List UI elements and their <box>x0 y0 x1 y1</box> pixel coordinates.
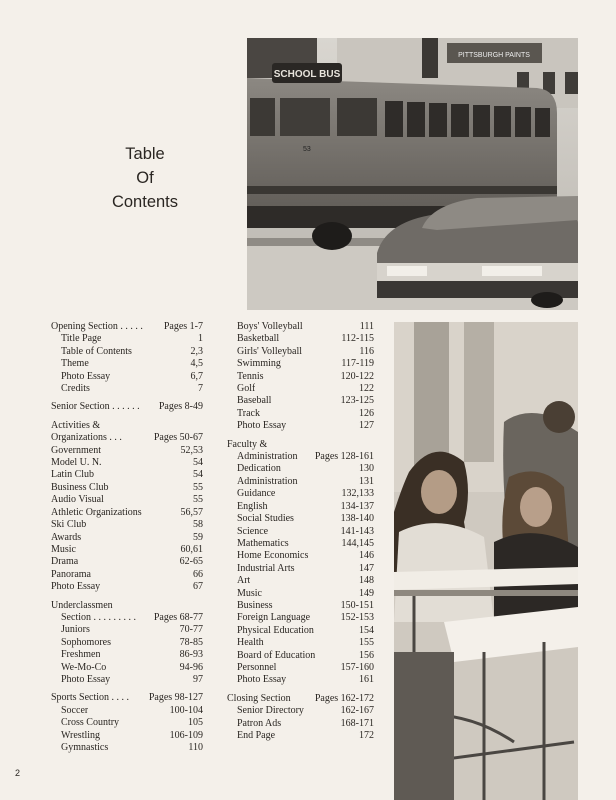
toc-section <box>51 420 203 594</box>
toc-section-heading <box>51 600 203 612</box>
toc-entry <box>227 730 374 742</box>
toc-entry-pages: 168-171 <box>340 717 374 729</box>
bus-sign: SCHOOL BUS <box>273 69 341 80</box>
toc-entry <box>227 321 374 333</box>
toc-heading-label: Organizations . . . <box>51 432 122 444</box>
toc-entry-label: Photo Essay <box>61 370 111 382</box>
toc-heading-label: Activities & <box>51 419 101 431</box>
toc-entry-pages: 123-125 <box>340 395 374 407</box>
toc-entry <box>51 346 203 358</box>
toc-entry-label: Title Page <box>61 333 102 345</box>
toc-entry-pages: 67 <box>193 581 203 593</box>
toc-entry-label: Dedication <box>237 463 281 475</box>
toc-entry-pages: 131 <box>359 475 374 487</box>
toc-entry-label: Home Economics <box>237 550 309 562</box>
toc-entry <box>51 333 203 345</box>
toc-section-heading <box>51 321 203 333</box>
toc-entry-pages: 130 <box>359 463 374 475</box>
toc-entry-label: Gymnastics <box>61 742 109 753</box>
title-line-3: Contents <box>111 193 179 211</box>
toc-section <box>51 321 203 395</box>
toc-entry <box>51 544 203 556</box>
toc-column-left <box>51 321 203 760</box>
toc-entry <box>227 600 374 612</box>
toc-entry-label: Baseball <box>237 395 272 407</box>
toc-entry-pages: 7 <box>198 383 203 395</box>
toc-entry-pages: 66 <box>193 568 203 580</box>
toc-entry-label: Government <box>51 444 101 456</box>
toc-entry <box>51 445 203 457</box>
page-title <box>100 142 190 214</box>
toc-entry-label: Sophomores <box>61 636 111 648</box>
toc-entry-pages: 105 <box>188 717 203 729</box>
toc-entry <box>51 649 203 661</box>
toc-entry-label: Photo Essay <box>61 673 111 685</box>
toc-entry <box>227 526 374 538</box>
toc-entry-label: Administration <box>237 475 298 487</box>
toc-entry <box>227 346 374 358</box>
toc-entry-label: Theme <box>61 358 89 370</box>
toc-entry-pages: 148 <box>359 575 374 587</box>
toc-entry-label: End Page <box>237 730 276 741</box>
toc-section-heading <box>51 612 203 624</box>
toc-section <box>51 692 203 754</box>
toc-entry-label: Business <box>237 599 273 611</box>
toc-entry-label: We-Mo-Co <box>61 661 107 673</box>
toc-entry-pages: 134-137 <box>340 500 374 512</box>
toc-entry-pages: 56,57 <box>180 506 203 518</box>
toc-entry-pages: 2,3 <box>190 345 203 357</box>
toc-entry-pages: 54 <box>193 457 203 469</box>
toc-entry-label: Swimming <box>237 358 281 370</box>
toc-entry <box>227 463 374 475</box>
toc-entry <box>51 494 203 506</box>
toc-entry-label: Ski Club <box>51 519 87 531</box>
toc-entry-label: Cross Country <box>61 717 120 729</box>
bus-number: 53 <box>303 146 311 153</box>
toc-section-heading <box>51 432 203 444</box>
toc-entry-label: Music <box>237 587 262 599</box>
toc-heading-label: Opening Section . . . . . <box>51 321 143 332</box>
toc-section-heading <box>227 451 374 463</box>
toc-entry-label: Juniors <box>61 624 90 636</box>
toc-entry <box>227 501 374 513</box>
toc-entry <box>227 371 374 383</box>
toc-entry-pages: 156 <box>359 649 374 661</box>
toc-entry <box>227 705 374 717</box>
toc-entry <box>227 625 374 637</box>
toc-section-heading <box>51 401 203 413</box>
toc-entry-pages: 150-151 <box>340 599 374 611</box>
toc-entry <box>227 650 374 662</box>
toc-heading-label: Sports Section . . . . <box>51 692 130 704</box>
toc-heading-label: Underclassmen <box>51 599 113 611</box>
toc-entry-pages: 116 <box>359 345 374 357</box>
toc-entry <box>227 563 374 575</box>
toc-entry <box>51 371 203 383</box>
toc-entry-pages: 144,145 <box>341 537 374 549</box>
toc-section-heading <box>51 692 203 704</box>
toc-entry-label: English <box>237 500 268 512</box>
toc-entry-label: Photo Essay <box>51 581 101 593</box>
toc-entry-label: Health <box>237 637 264 649</box>
toc-entry-pages: 55 <box>193 494 203 506</box>
toc-entry <box>227 488 374 500</box>
toc-heading-label: Faculty & <box>227 438 268 450</box>
toc-entry-label: Board of Education <box>237 649 316 661</box>
title-line-1: Table <box>125 145 165 163</box>
school-bus-photo <box>247 38 578 310</box>
toc-entry-label: Industrial Arts <box>237 562 295 574</box>
toc-entry-label: Wrestling <box>61 729 101 741</box>
toc-heading-label: Closing Section <box>227 692 291 704</box>
toc-entry-label: Drama <box>51 556 79 568</box>
toc-entry <box>227 358 374 370</box>
toc-entry-pages: 110 <box>188 742 203 753</box>
toc-entry-pages: 111 <box>359 321 374 332</box>
toc-entry-label: Girls' Volleyball <box>237 345 303 357</box>
toc-entry-label: Business Club <box>51 481 109 493</box>
toc-entry-label: Mathematics <box>237 537 289 549</box>
toc-entry-pages: 55 <box>193 481 203 493</box>
toc-entry-pages: 147 <box>359 562 374 574</box>
toc-entry-pages: 152-153 <box>340 612 374 624</box>
toc-entry-pages: 157-160 <box>340 661 374 673</box>
toc-entry-pages: 100-104 <box>169 704 203 716</box>
toc-entry-pages: 141-143 <box>340 525 374 537</box>
toc-entry-label: Audio Visual <box>51 494 104 506</box>
toc-entry-pages: 112-115 <box>341 333 374 345</box>
toc-entry-pages: 161 <box>359 674 374 686</box>
toc-entry-label: Freshmen <box>61 649 101 661</box>
toc-entry-pages: 59 <box>193 531 203 543</box>
toc-heading-pages: Pages 1-7 <box>163 321 203 332</box>
toc-entry <box>51 569 203 581</box>
toc-entry-label: Music <box>51 543 76 555</box>
toc-entry <box>227 383 374 395</box>
toc-heading-pages: Pages 98-127 <box>148 692 203 704</box>
toc-heading-pages: Pages 128-161 <box>314 451 374 463</box>
toc-entry-pages: 172 <box>359 730 374 741</box>
toc-entry <box>227 408 374 420</box>
toc-entry <box>227 575 374 587</box>
toc-entry <box>51 705 203 717</box>
toc-entry-pages: 86-93 <box>179 649 203 661</box>
toc-entry <box>51 532 203 544</box>
toc-entry <box>227 333 374 345</box>
storefront-sign: PITTSBURGH PAINTS <box>458 52 530 59</box>
toc-entry <box>227 550 374 562</box>
toc-entry-label: Guidance <box>237 488 276 500</box>
toc-heading-pages: Pages 68-77 <box>153 611 203 623</box>
toc-entry-pages: 97 <box>193 673 203 685</box>
toc-entry-pages: 122 <box>359 383 374 395</box>
toc-section-heading <box>51 420 203 432</box>
toc-entry-pages: 155 <box>359 637 374 649</box>
toc-entry-pages: 132,133 <box>341 488 374 500</box>
toc-entry-label: Foreign Language <box>237 612 311 624</box>
toc-heading-pages: Pages 8-49 <box>158 401 203 413</box>
toc-entry <box>51 717 203 729</box>
toc-entry <box>51 637 203 649</box>
toc-entry <box>227 637 374 649</box>
toc-entry-pages: 154 <box>359 624 374 636</box>
toc-entry-label: Photo Essay <box>237 420 287 432</box>
toc-entry-label: Athletic Organizations <box>51 506 142 518</box>
toc-entry-label: Model U. N. <box>51 457 102 469</box>
toc-entry-pages: 120-122 <box>340 370 374 382</box>
toc-entry-pages: 106-109 <box>169 729 203 741</box>
toc-entry <box>227 674 374 686</box>
toc-heading-pages: Pages 50-67 <box>153 432 203 444</box>
toc-entry-label: Senior Directory <box>237 705 304 717</box>
toc-entry-pages: 52,53 <box>180 444 203 456</box>
toc-entry-pages: 138-140 <box>340 513 374 525</box>
toc-entry-label: Table of Contents <box>61 345 132 357</box>
toc-entry <box>51 482 203 494</box>
toc-entry-pages: 70-77 <box>179 624 203 636</box>
toc-entry-label: Patron Ads <box>237 717 282 729</box>
toc-entry-pages: 127 <box>359 420 374 432</box>
toc-entry-label: Physical Education <box>237 624 314 636</box>
toc-entry <box>227 588 374 600</box>
toc-entry <box>51 581 203 593</box>
toc-entry-label: Social Studies <box>237 513 294 525</box>
toc-section <box>227 693 374 743</box>
toc-entry-pages: 149 <box>359 587 374 599</box>
toc-entry-pages: 62-65 <box>179 556 203 568</box>
toc-heading-label: Administration <box>237 451 298 463</box>
toc-entry-label: Golf <box>237 383 256 395</box>
toc-entry-label: Art <box>237 575 251 587</box>
toc-entry-label: Credits <box>61 383 90 395</box>
toc-entry-label: Latin Club <box>51 469 95 481</box>
title-line-2: Of <box>136 169 154 187</box>
toc-entry <box>227 538 374 550</box>
toc-entry <box>227 662 374 674</box>
toc-section-heading <box>227 693 374 705</box>
toc-entry <box>51 674 203 686</box>
toc-section <box>51 600 203 687</box>
toc-section <box>227 439 374 687</box>
toc-entry <box>51 519 203 531</box>
page-number: 2 <box>15 768 21 778</box>
toc-entry-label: Science <box>237 525 269 537</box>
toc-entry <box>51 742 203 754</box>
toc-entry-pages: 58 <box>193 519 203 531</box>
toc-entry-label: Basketball <box>237 333 280 345</box>
toc-entry-label: Personnel <box>237 661 277 673</box>
toc-entry-pages: 60,61 <box>180 543 203 555</box>
toc-entry-pages: 6,7 <box>190 370 203 382</box>
toc-entry <box>51 556 203 568</box>
toc-entry <box>51 358 203 370</box>
toc-entry-pages: 146 <box>359 550 374 562</box>
toc-entry <box>227 420 374 432</box>
toc-entry <box>51 662 203 674</box>
toc-entry <box>227 513 374 525</box>
toc-heading-label: Senior Section . . . . . . <box>51 401 140 413</box>
toc-entry <box>227 395 374 407</box>
students-classroom-photo <box>394 322 578 800</box>
toc-entry <box>227 612 374 624</box>
toc-entry <box>51 507 203 519</box>
toc-entry-pages: 162-167 <box>340 705 374 717</box>
toc-entry-pages: 94-96 <box>179 661 203 673</box>
toc-entry-pages: 4,5 <box>190 358 203 370</box>
toc-entry-label: Track <box>237 407 260 419</box>
toc-entry <box>227 718 374 730</box>
toc-entry-label: Panorama <box>51 568 91 580</box>
toc-entry <box>51 457 203 469</box>
toc-section-heading <box>227 439 374 451</box>
toc-entry-pages: 54 <box>193 469 203 481</box>
toc-heading-label: Section . . . . . . . . . <box>61 611 136 623</box>
toc-entry <box>51 730 203 742</box>
toc-entry-label: Tennis <box>237 370 264 382</box>
toc-entry-label: Photo Essay <box>237 674 287 686</box>
toc-entry <box>51 469 203 481</box>
toc-section <box>51 401 203 413</box>
toc-entry-pages: 78-85 <box>179 636 203 648</box>
toc-entry-label: Awards <box>51 531 82 543</box>
toc-entry-pages: 117-119 <box>341 358 374 370</box>
toc-section <box>227 321 374 433</box>
toc-entry-label: Boys' Volleyball <box>237 321 303 332</box>
toc-entry <box>227 476 374 488</box>
toc-entry-pages: 126 <box>359 407 374 419</box>
toc-heading-pages: Pages 162-172 <box>314 692 374 704</box>
toc-entry-label: Soccer <box>61 704 89 716</box>
toc-column-right <box>227 321 374 748</box>
toc-entry <box>51 383 203 395</box>
toc-entry-pages: 1 <box>198 333 203 345</box>
toc-entry <box>51 624 203 636</box>
